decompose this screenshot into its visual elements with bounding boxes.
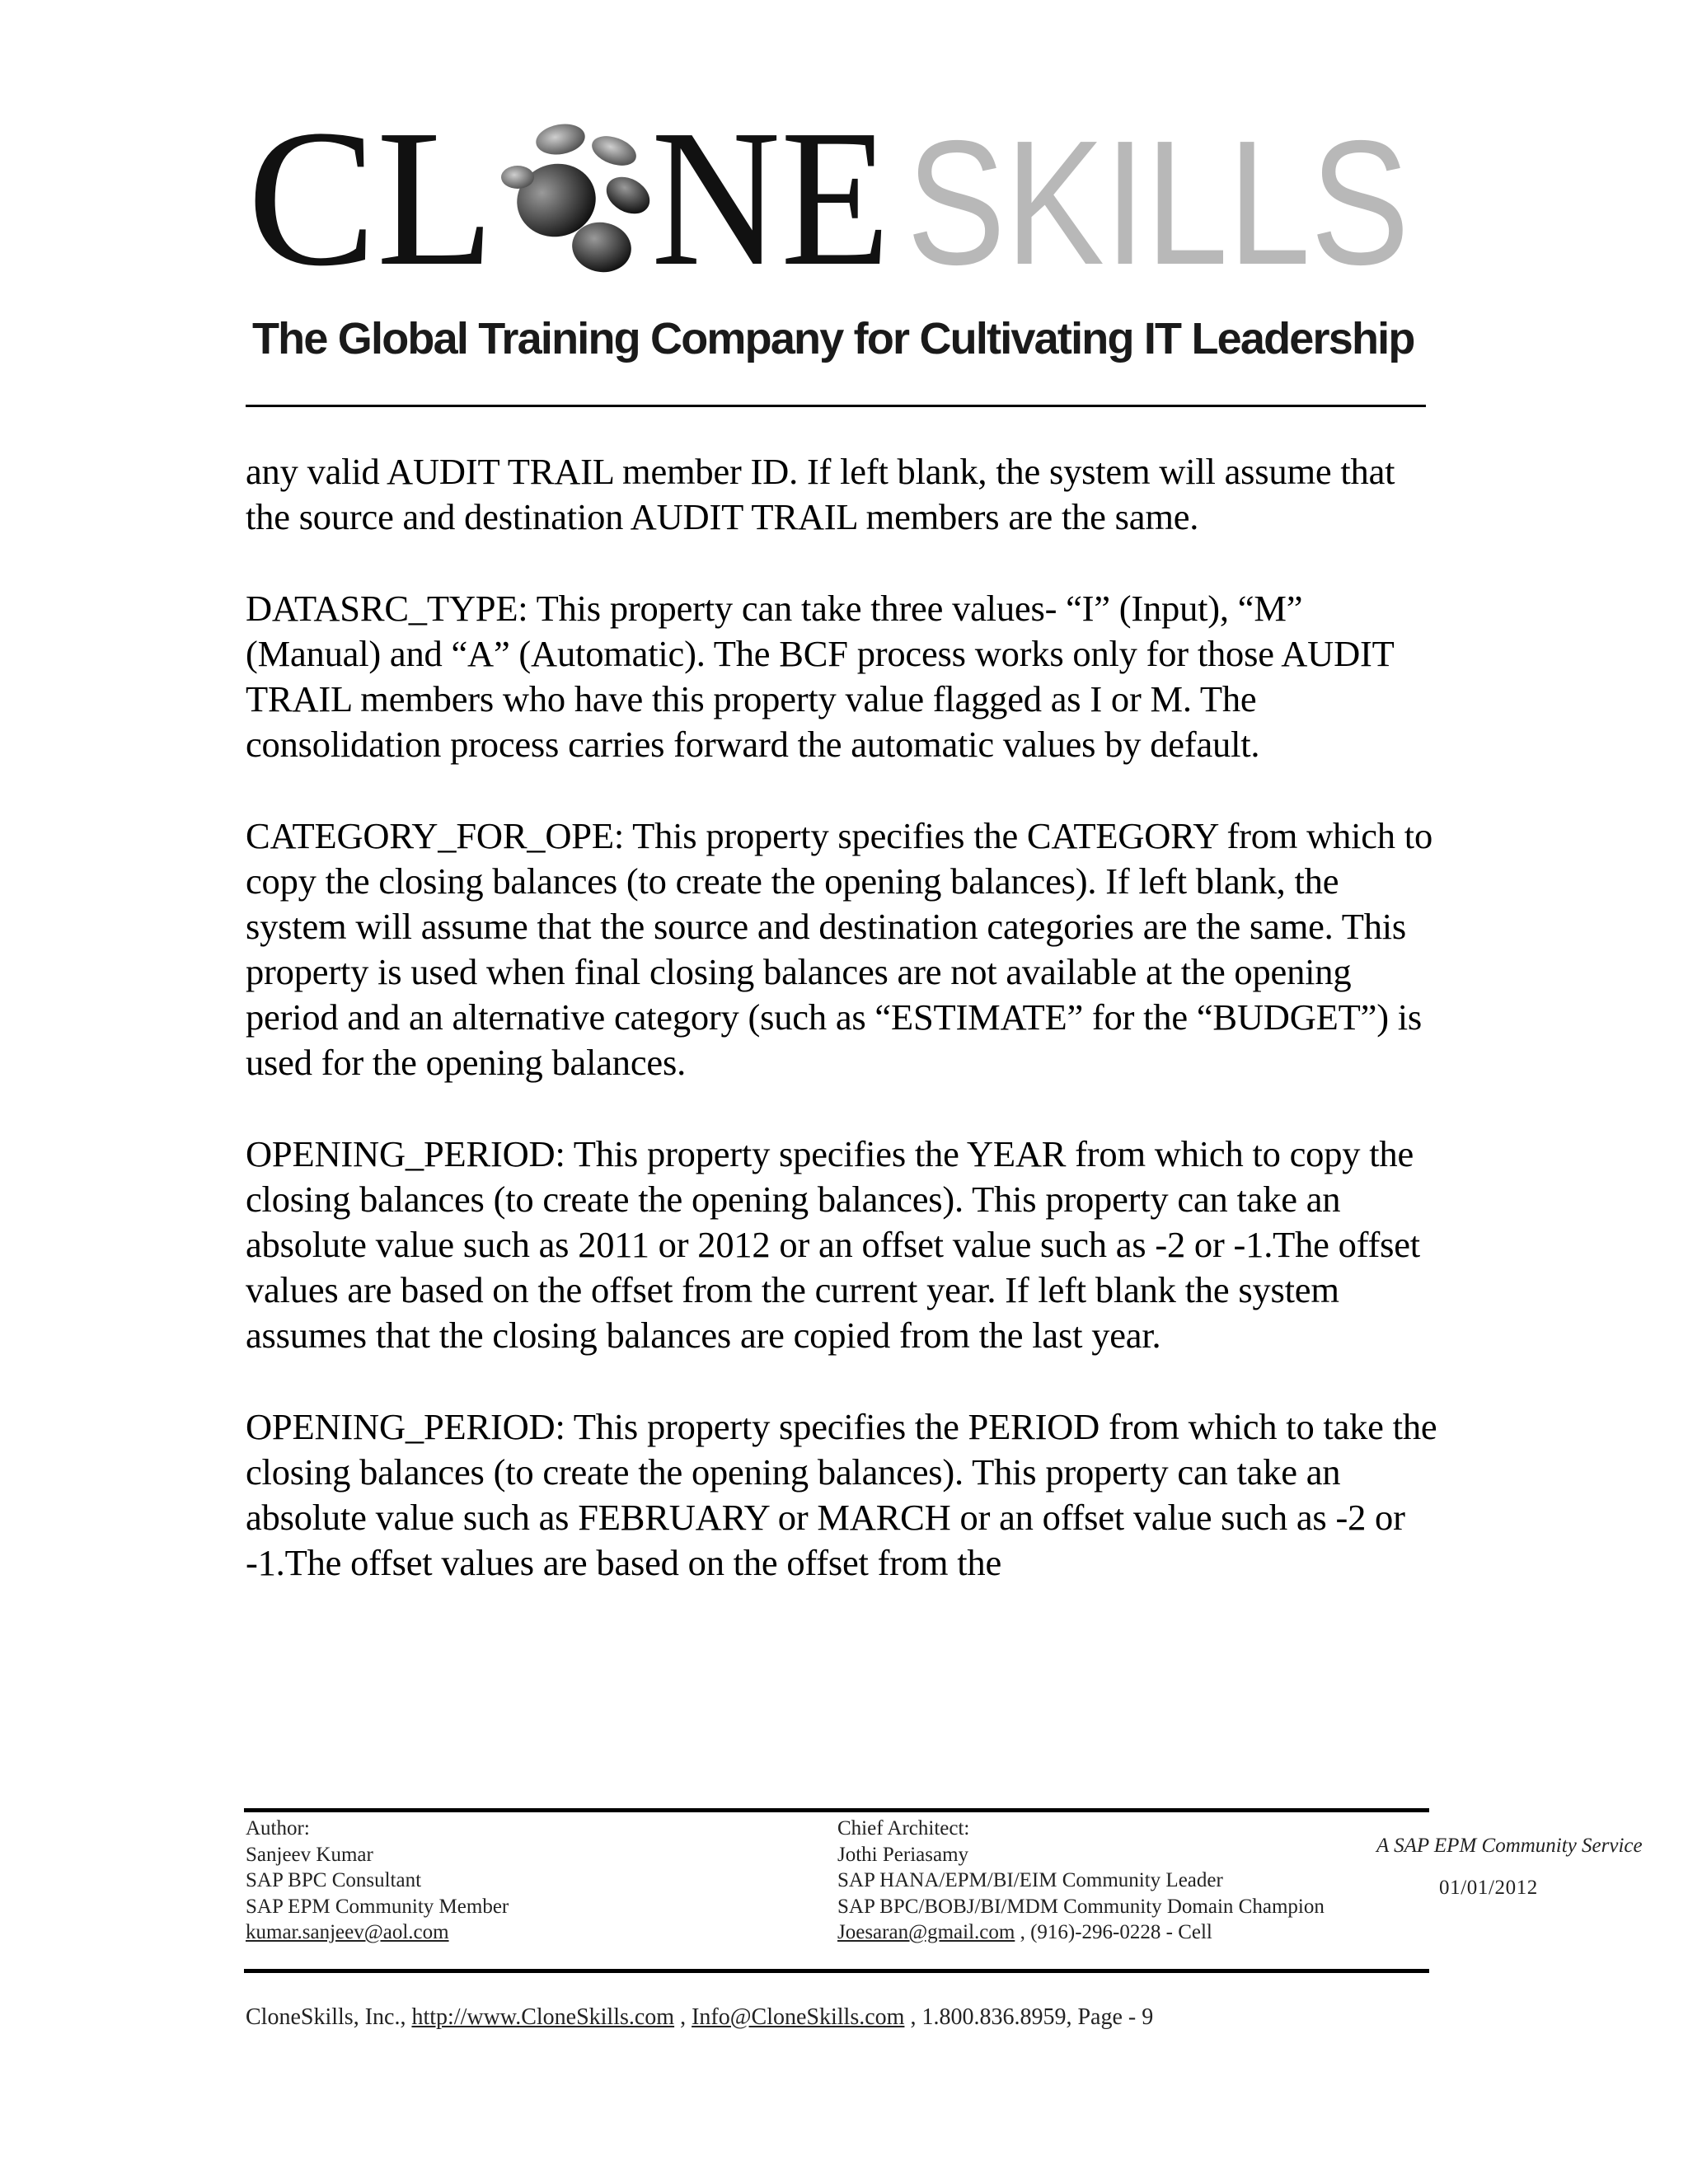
author-heading: Author: bbox=[246, 1817, 310, 1840]
logo-pebble-top bbox=[533, 120, 587, 158]
paragraph-audit-trail: any valid AUDIT TRAIL member ID. If left blank, the system will assume that the source and destination AUDIT TRAIL members are the same. bbox=[246, 451, 1395, 537]
author-membership: SAP EPM Community Member bbox=[246, 1895, 509, 1918]
document-date: 01/01/2012 bbox=[1439, 1877, 1538, 1899]
author-name: Sanjeev Kumar bbox=[246, 1843, 373, 1866]
company-url-link[interactable]: http://www.CloneSkills.com bbox=[411, 2004, 675, 2030]
company-email-link[interactable]: Info@CloneSkills.com bbox=[692, 2004, 905, 2030]
header-divider bbox=[246, 405, 1426, 407]
community-service-note: A SAP EPM Community Service bbox=[1376, 1835, 1643, 1857]
svg-text:NE: NE bbox=[651, 90, 890, 307]
architect-phone: , (916)-296-0228 - Cell bbox=[1015, 1921, 1212, 1943]
architect-name: Jothi Periasamy bbox=[837, 1843, 969, 1866]
paragraph-category-for-ope: CATEGORY_FOR_OPE: This property specifies the CATEGORY from which to copy the closing balances (to create the opening balances). If left blank, the system will assume that the source and destination categories are the same. This property is used when final closing balances are not available at the opening period and an alternative category (such as “ESTIMATE” for the “BUDGET”) is used for the opening balances. bbox=[246, 815, 1432, 1083]
paragraph-datasrc-type: DATASRC_TYPE: This property can take three values- “I” (Input), “M” (Manual) and “A” (Automatic). The BCF process works only for those AUDIT TRAIL members who have this property value flagged as I or M. The consolidation process carries forward the automatic values by default. bbox=[246, 588, 1394, 765]
company-contact-line bbox=[246, 2004, 1153, 2031]
svg-text:CL: CL bbox=[247, 90, 495, 307]
architect-role-2: SAP BPC/BOBJ/BI/MDM Community Domain Champion bbox=[837, 1895, 1325, 1918]
logo-pebble-left bbox=[501, 166, 534, 189]
author-role: SAP BPC Consultant bbox=[246, 1869, 422, 1891]
architect-block bbox=[837, 1816, 1325, 1946]
architect-heading: Chief Architect: bbox=[837, 1817, 970, 1840]
logo-pebble-right bbox=[600, 170, 656, 222]
paragraph-opening-period-period: OPENING_PERIOD: This property specifies the PERIOD from which to take the closing balances (to create the opening balances). This property can take an absolute value such as FEBRUARY or MARCH or an offset value such as -2 or -1.The offset values are based on the offset from the bbox=[246, 1406, 1437, 1583]
architect-email-link[interactable]: Joesaran@gmail.com bbox=[837, 1921, 1015, 1943]
author-email-link[interactable]: kumar.sanjeev@aol.com bbox=[246, 1921, 449, 1943]
cloneskills-logo bbox=[247, 90, 1418, 307]
company-name: CloneSkills, Inc., bbox=[246, 2004, 412, 2030]
document-body bbox=[246, 449, 1441, 1632]
architect-role-1: SAP HANA/EPM/BI/EIM Community Leader bbox=[837, 1869, 1223, 1891]
paragraph-opening-period-year: OPENING_PERIOD: This property specifies the YEAR from which to copy the closing balances (to create the opening balances). This property can take an absolute value such as 2011 or 2012 or an offset value such as -2 or -1.The offset values are based on the offset from the current year. If left blank the system assumes that the closing balances are copied from the last year. bbox=[246, 1133, 1420, 1356]
footer-divider-bottom bbox=[244, 1969, 1429, 1973]
company-phone-page: , 1.800.836.8959, Page - 9 bbox=[904, 2004, 1154, 2030]
svg-text:SKILLS: SKILLS bbox=[907, 103, 1409, 302]
company-tagline: The Global Training Company for Cultivating IT Leadership bbox=[252, 314, 1414, 363]
author-block bbox=[246, 1816, 509, 1946]
company-sep: , bbox=[674, 2004, 692, 2030]
logo-pebble-top-right bbox=[588, 130, 640, 171]
footer-divider-top bbox=[244, 1808, 1429, 1812]
